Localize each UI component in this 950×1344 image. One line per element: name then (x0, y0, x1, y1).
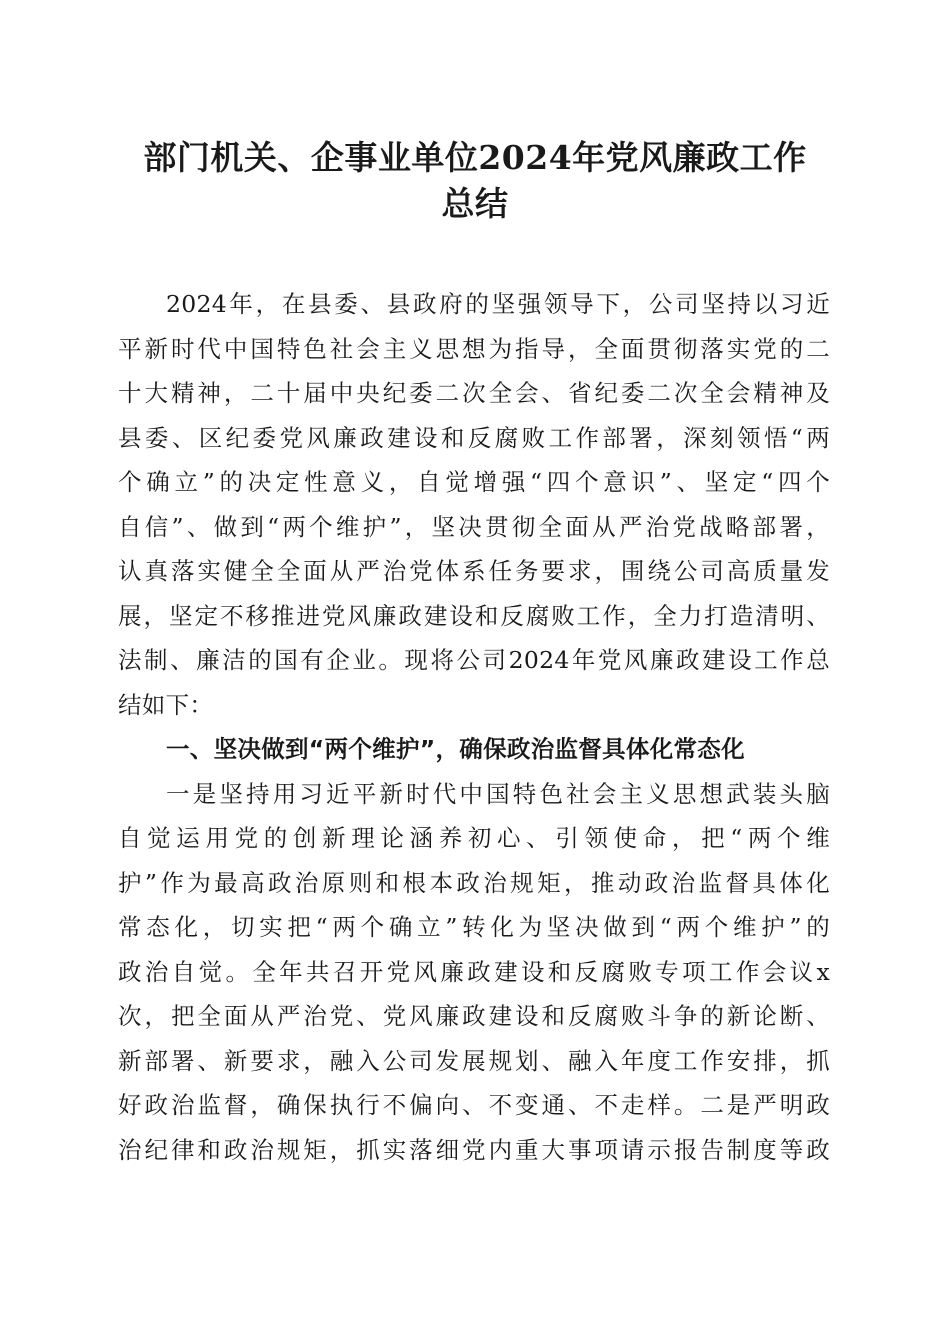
paragraph-line: 个确立”的决定性意义，自觉增强“四个意识”、坚定“四个 (118, 468, 830, 496)
paragraph-line: 十大精神，二十届中央纪委二次全会、省纪委二次全会精神及 (118, 379, 830, 407)
paragraph-line: 结如下： (118, 690, 214, 719)
paragraph-line: 平新时代中国特色社会主义思想为指导，全面贯彻落实党的二 (118, 334, 830, 363)
paragraph-line: 展，坚定不移推进党风廉政建设和反腐败工作，全力打造清明、 (118, 601, 830, 630)
section-paragraph (118, 772, 830, 1173)
paragraph-line: 县委、区纪委党风廉政建设和反腐败工作部署，深刻领悟“两 (118, 423, 830, 452)
paragraph-line: 次，把全面从严治党、党风廉政建设和反腐败斗争的新论断、 (118, 1002, 830, 1030)
paragraph-line: 治纪律和政治规矩，抓实落细党内重大事项请示报告制度等政 (118, 1135, 830, 1164)
paragraph-line: 2024年，在县委、县政府的坚强领导下，公司坚持以习近 (166, 290, 830, 318)
intro-paragraph (118, 282, 830, 727)
document-body (118, 282, 830, 1172)
title-line-1: 部门机关、企事业单位2024年党风廉政工作 (143, 138, 807, 177)
paragraph-line: 常态化，切实把“两个确立”转化为坚决做到“两个维护”的 (118, 913, 830, 941)
paragraph-line: 一是坚持用习近平新时代中国特色社会主义思想武装头脑 (166, 779, 830, 808)
paragraph-line: 好政治监督，确保执行不偏向、不变通、不走样。二是严明政 (118, 1091, 830, 1119)
paragraph-line: 认真落实健全全面从严治党体系任务要求，围绕公司高质量发 (118, 557, 830, 585)
paragraph-line: 自觉运用党的创新理论涵养初心、引领使命，把“两个维 (118, 824, 830, 852)
document-title (120, 135, 830, 227)
paragraph-line: 自信”、做到“两个维护”，坚决贯彻全面从严治党战略部署， (118, 512, 830, 541)
paragraph-line: 政治自觉。全年共召开党风廉政建设和反腐败专项工作会议x (118, 957, 830, 986)
section-heading: 一、坚决做到“两个维护”，确保政治监督具体化常态化 (166, 735, 745, 763)
paragraph-line: 法制、廉洁的国有企业。现将公司2024年党风廉政建设工作总 (118, 646, 830, 674)
paragraph-line: 护”作为最高政治原则和根本政治规矩，推动政治监督具体化 (118, 868, 830, 897)
paragraph-line: 新部署、新要求，融入公司发展规划、融入年度工作安排，抓 (118, 1046, 830, 1075)
title-line-2: 总结 (441, 184, 509, 223)
